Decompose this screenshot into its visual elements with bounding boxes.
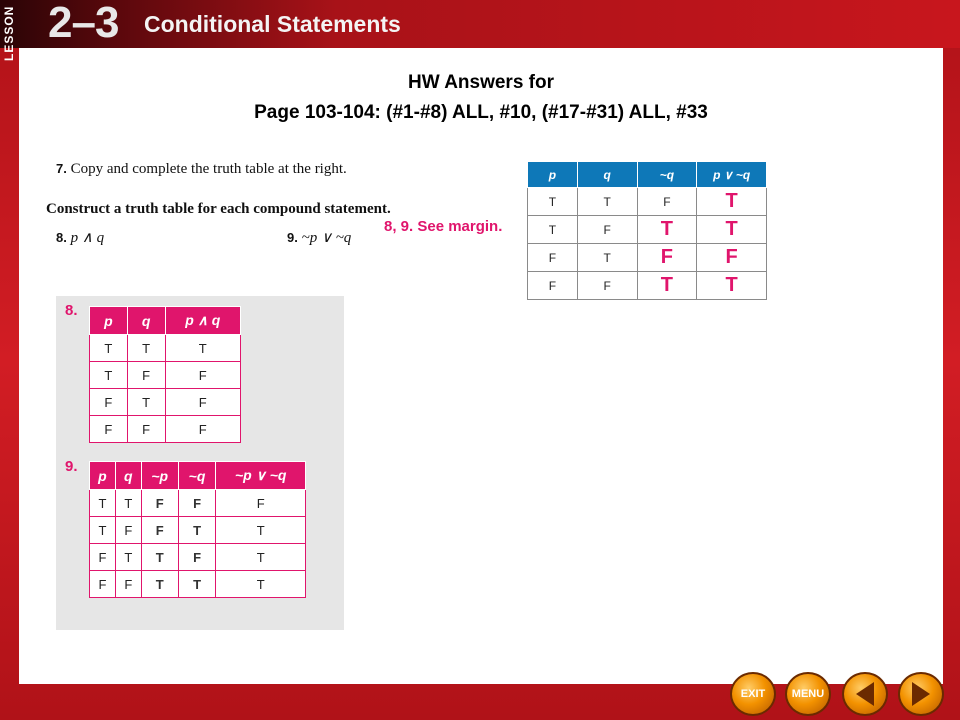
- table-cell: F: [90, 544, 116, 571]
- table-cell: T: [90, 490, 116, 517]
- table-cell: F: [528, 272, 578, 300]
- lesson-title: Conditional Statements: [144, 11, 401, 37]
- table-cell: F: [90, 571, 116, 598]
- table-row: [528, 244, 767, 272]
- table-cell: T: [165, 335, 240, 362]
- see-margin-note: 8, 9. See margin.: [384, 218, 503, 235]
- table-cell: F: [528, 244, 578, 272]
- truth-table-8: [89, 306, 241, 443]
- table-cell: F: [127, 416, 165, 443]
- table-cell: F: [127, 362, 165, 389]
- table-cell: T: [178, 517, 216, 544]
- answer-9-label: 9.: [65, 458, 78, 475]
- table-cell: F: [178, 544, 216, 571]
- table-cell: F: [90, 416, 128, 443]
- table-cell: F: [165, 362, 240, 389]
- answer-8-label: 8.: [65, 302, 78, 319]
- table-row: [90, 362, 241, 389]
- exit-button-label: EXIT: [740, 688, 766, 700]
- table-header-row: [90, 307, 241, 335]
- table-row: [528, 216, 767, 244]
- construct-instruction: Construct a truth table for each compound statement.: [46, 201, 391, 217]
- table-row: [90, 517, 306, 544]
- table-cell: F: [577, 216, 637, 244]
- lesson-header: [0, 0, 960, 61]
- table-header: ~p ∨ ~q: [216, 462, 306, 490]
- table-header: ~q: [637, 162, 697, 188]
- table-cell: F: [165, 389, 240, 416]
- previous-button[interactable]: [842, 672, 888, 716]
- table-header: ~q: [178, 462, 216, 490]
- answer-cell: T: [697, 272, 767, 300]
- table-cell: T: [141, 544, 178, 571]
- answer-cell: T: [697, 188, 767, 216]
- hw-title-line2: Page 103-104: (#1-#8) ALL, #10, (#17-#31) ALL, #33: [254, 102, 708, 123]
- table-row: [90, 416, 241, 443]
- exercise-7-text: Copy and complete the truth table at the right.: [70, 161, 347, 177]
- arrow-left-icon: [856, 682, 874, 706]
- table-header: q: [127, 307, 165, 335]
- exercise-7: [56, 161, 347, 178]
- table-header: p: [90, 462, 116, 490]
- table-header: p: [528, 162, 578, 188]
- table-header: q: [577, 162, 637, 188]
- menu-button-label: MENU: [791, 688, 825, 700]
- table-cell: F: [141, 490, 178, 517]
- table-row: [90, 571, 306, 598]
- exercise-8: [56, 228, 104, 247]
- exercise-8-number: 8.: [56, 230, 67, 245]
- table-row: [90, 490, 306, 517]
- table-cell: T: [216, 517, 306, 544]
- arrow-right-icon: [912, 682, 930, 706]
- table-header: p ∧ q: [165, 307, 240, 335]
- truth-table-7: [527, 161, 767, 300]
- answer-cell: T: [697, 216, 767, 244]
- exercise-9: [287, 228, 351, 247]
- table-header: ~p: [141, 462, 178, 490]
- table-cell: F: [141, 517, 178, 544]
- table-header: p ∨ ~q: [697, 162, 767, 188]
- hw-title-line1: HW Answers for: [407, 72, 555, 93]
- table-header: p: [90, 307, 128, 335]
- table-cell: F: [216, 490, 306, 517]
- table-cell: T: [90, 335, 128, 362]
- table-cell: T: [115, 490, 141, 517]
- table-cell: F: [165, 416, 240, 443]
- answer-cell: F: [697, 244, 767, 272]
- table-cell: T: [90, 362, 128, 389]
- answer-cell: T: [637, 272, 697, 300]
- table-cell: F: [178, 490, 216, 517]
- table-header: q: [115, 462, 141, 490]
- answer-cell: F: [637, 244, 697, 272]
- lesson-word: LESSON: [2, 5, 16, 61]
- table-cell: T: [528, 216, 578, 244]
- exercise-7-number: 7.: [56, 161, 67, 176]
- table-cell: T: [178, 571, 216, 598]
- table-cell: T: [216, 544, 306, 571]
- table-cell: T: [127, 335, 165, 362]
- table-cell: T: [141, 571, 178, 598]
- table-cell: T: [577, 188, 637, 216]
- table-cell: T: [127, 389, 165, 416]
- lesson-number: 2–3: [48, 0, 119, 47]
- slide-content: [19, 48, 943, 684]
- table-cell: T: [90, 517, 116, 544]
- table-header-row: [90, 462, 306, 490]
- exercise-9-text: ~p ∨ ~q: [301, 230, 352, 246]
- table-cell: F: [115, 517, 141, 544]
- answer-cell: T: [637, 216, 697, 244]
- table-row: [90, 335, 241, 362]
- table-cell: T: [528, 188, 578, 216]
- table-cell: F: [577, 272, 637, 300]
- table-row: [528, 188, 767, 216]
- exercise-9-number: 9.: [287, 230, 298, 245]
- table-cell: F: [90, 389, 128, 416]
- table-row: [528, 272, 767, 300]
- table-cell: T: [115, 544, 141, 571]
- menu-button[interactable]: [785, 672, 831, 716]
- table-row: [90, 544, 306, 571]
- table-cell: F: [637, 188, 697, 216]
- table-cell: F: [115, 571, 141, 598]
- table-header-row: [528, 162, 767, 188]
- next-button[interactable]: [898, 672, 944, 716]
- exit-button[interactable]: [730, 672, 776, 716]
- table-cell: T: [577, 244, 637, 272]
- table-cell: T: [216, 571, 306, 598]
- exercise-8-text: p ∧ q: [70, 230, 105, 246]
- table-row: [90, 389, 241, 416]
- truth-table-9: [89, 461, 306, 598]
